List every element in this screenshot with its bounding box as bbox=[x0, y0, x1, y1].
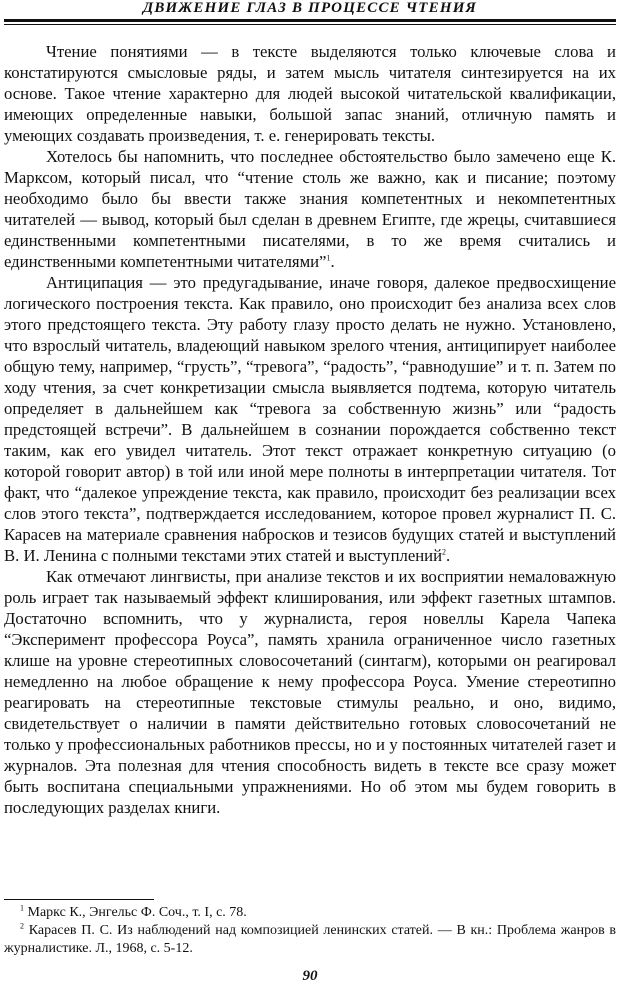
footnote-text: Карасев П. С. Из наблюдений над композицией ленинских статей. — В кн.: Проблема жанров в журналистике. Л., 1968, с. 5-12. bbox=[4, 923, 617, 956]
paragraph-text: Чтение понятиями — в тексте выделяются только ключевые слова и констатируются смысловые ряды, и затем мысль читателя синтезируется на их основе. Такое чтение характерно для людей высокой читательской квалификации, имеющих определенные навыки, большой запас знаний, отличную память и умеющих создавать произведения, т. е. генерировать тексты. bbox=[4, 42, 616, 145]
paragraph-2 bbox=[4, 146, 616, 272]
paragraph-text: Как отмечают лингвисты, при анализе текстов и их восприятии немаловажную роль играет так называемый эффект клиширования, или эффект газетных штампов. Достаточно вспомнить, что у журналиста, героя новеллы Карела Чапека “Эксперимент профессора Роуса”, память хранила ограниченное число газетных клише на уровне стереотипных словосочетаний (синтагм), которыми он реагировал немедленно на любое обращение к нему профессора Роуса. Умение стереотипно реагировать на стереотипные текстовые стимулы реально, и оно, видимо, свидетельствует о наличии в памяти действительно готовых словосочетаний не только у профессиональных работников прессы, но и у постоянных читателей газет и журналов. Эта полезная для чтения способность видеть в тексте все сразу может быть воспитана специальными упражнениями. Но об этом мы будем говорить в последующих разделах книги. bbox=[4, 567, 616, 817]
footnotes bbox=[4, 904, 616, 958]
sentence-period: . bbox=[446, 546, 451, 565]
paragraph-text: Хотелось бы напомнить, что последнее обстоятельство было замечено еще К. Марксом, который писал, что “чтение столь же важно, как и писание; поэтому необходимо было бы ввести также знания компетентных и некомпетентных читателей — вывод, который был сделан в древнем Египте, где жрецы, считавшиеся единственными компетентными писателями, в то же время считались и единственными компетентными читателями” bbox=[4, 147, 616, 271]
paragraph-text: Антиципация — это предугадывание, иначе говоря, далекое предвосхищение логического построения текста. Как правило, оно происходит без анализа всех слов этого предстоящего текста. Эту работу глазу просто делать не нужно. Установлено, что взрослый читатель, владеющий навыком зрелого чтения, антиципирует наиболее общую тему, например, “грусть”, “тревога”, “радость”, “равнодушие” и т. п. Затем по ходу чтения, за счет конкретизации смысла выявляется подтема, которую читатель определяет в дальнейшем как “тревога за собственную жизнь” или “радость предстоящей встречи”. В дальнейшем в сознании порождается собственно текст таким, как его увидел читатель. Этот текст отражает конкретную ситуацию (о которой говорит автор) в той или иной мере полноты в интерпретации читателя. Тот факт, что “далекое упреждение текста, как правило, происходит без реализации всех слов этого текста”, подтверждается исследованием, которое провел журналист П. С. Карасев на материале сравнения набросков и тезисов будущих статей и выступлений В. И. Ленина с полными текстами этих статей и выступлений bbox=[4, 273, 616, 565]
footnote-ref-1[interactable]: 1 bbox=[326, 253, 331, 263]
paragraph-3 bbox=[4, 272, 616, 566]
header-rule-thick bbox=[4, 19, 616, 22]
footnote-1 bbox=[4, 904, 616, 922]
main-text bbox=[4, 41, 616, 818]
footnote-separator bbox=[4, 899, 154, 900]
paragraph-1 bbox=[4, 41, 616, 146]
footnote-text: Маркс К., Энгельс Ф. Соч., т. I, с. 78. bbox=[27, 905, 247, 920]
footnote-2 bbox=[4, 922, 616, 958]
paragraph-4 bbox=[4, 566, 616, 818]
footnote-ref-2[interactable]: 2 bbox=[442, 547, 447, 557]
page-number: 90 bbox=[302, 968, 318, 984]
running-header: ДВИЖЕНИЕ ГЛАЗ В ПРОЦЕССЕ ЧТЕНИЯ bbox=[142, 0, 478, 16]
sentence-period: . bbox=[330, 252, 335, 271]
footnote-mark: 1 bbox=[20, 903, 24, 913]
footnote-mark: 2 bbox=[20, 921, 24, 931]
header-rule-thin bbox=[4, 24, 616, 25]
